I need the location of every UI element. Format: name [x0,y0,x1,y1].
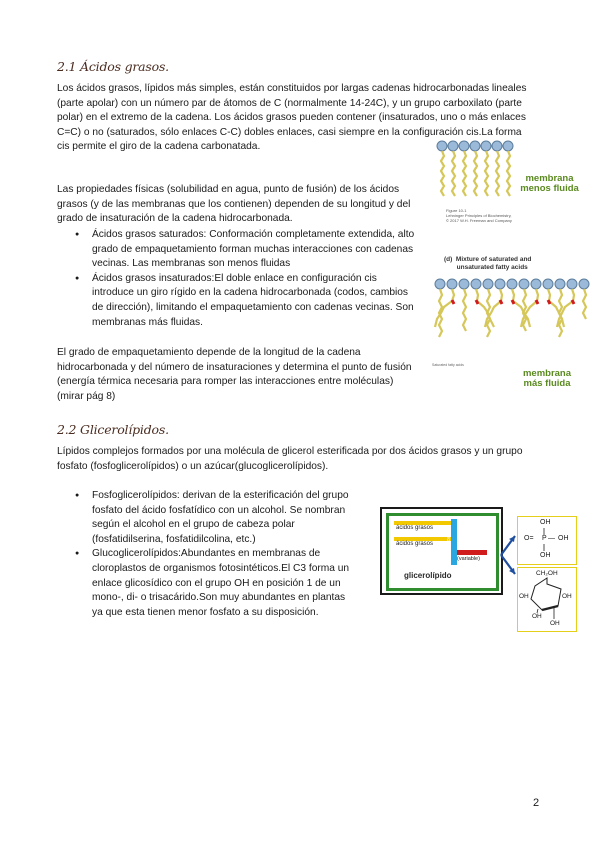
figure-source-caption: Figure 10-1 Lehninger Principles of Biochemistry, © 2017 W.H. Freeman and Company [446,208,512,223]
section-heading-acidos-grasos: 2.1 Ácidos grasos. [57,59,169,74]
membrane-fluidity-figure [432,138,594,396]
fatty-acid-types-list [75,228,420,330]
figure-subtitle-mixture: (d) Mixture of saturated and unsaturated fatty acids [444,256,532,271]
section-heading-glicerolipidos: 2.2 Glicerolípidos. [57,422,169,437]
sugar-group-box [517,567,577,632]
sugar-oh-right: OH [562,593,572,600]
sugar-oh-left: OH [519,593,529,600]
blue-arrows [499,530,519,580]
sugar-oh-bottom-left: OH [532,613,542,620]
sugar-oh-bottom: OH [550,620,560,627]
head-group-bar [457,550,487,555]
phosphate-group-box [517,516,577,565]
phosphate-oh-bottom: OH [540,552,551,559]
list-item-saturated: ● Ácidos grasos saturados: Conformación completamente extendida, alto grado de empaquetamiento forman muchas interacciones con cadenas vecinas. Las membranas son menos fluidas [75,228,420,272]
list-item-glucoglicerolipidos: ● Glucoglicerolípidos:Abundantes en membranas de cloroplastos de organismos fotosintéticos.El C3 forma un enlace glicosídico con el grupo OH en posición 1 de un mono-, di- o trisacárido.Son muy abundantes en plantas ya que esta tienen menor fosfato a su disposición. [75,547,350,620]
paragraph-packing: El grado de empaquetamiento depende de la longitud de la cadena hidrocarbonada y del número de insaturaciones y determina el punto de fusión (energía térmica necesaria para romper las interacciones entre moléculas)(mirar pág 8) [57,347,412,402]
label-acidos-grasos-2: ácidos grasos [396,541,434,547]
phosphate-dash-right: — [548,535,555,542]
list-item-unsaturated: ● Ácidos grasos insaturados:El doble enlace en configuración cis introduce un giro rígido en la cadena hidrocarbonada (codos, cambios de dirección), limitando el empaquetamiento con cadenas vecinas. Son membranas más fluidas. [75,272,420,330]
label-acidos-grasos-1: ácidos grasos [396,525,434,531]
list-item-fosfoglicerolipidos: ● Fosfoglicerolípidos: derivan de la esterificación del grupo fosfato del ácido fosfatídico con un alcohol. Se nombran según el alcohol en el grupo de cabeza polar (fosfatidilserina, fosfatidilcolina, etc.) [75,489,350,547]
sugar-ch2oh: CH₂OH [536,570,558,577]
intro-text: Los ácidos grasos, lípidos más simples, están constituidos por largas cadenas hidrocarbonadas lineales (parte apolar) con un número par de átomos de C (normalmente 14-24C), y un grupo carboxilato (parte polar) en el extremo de la cadena. Los ácidos grasos pueden contener (insaturados, uno o más enlaces C=C) o no (saturados, sólo enlaces C-C) dobles enlaces, casi siempre en la configuración cis.La forma cis permite el giro de la cadena carbonatada. [57,83,527,153]
label-variable: (variable) [457,556,480,562]
phosphate-o-left: O= [524,535,534,542]
paragraph-physical-properties: Las propiedades físicas (solubilidad en agua, punto de fusión) de los ácidos grasos (y de las membranas que los contienen) dependen de su longitud y del grado de insaturación de la cadena hidrocarbonada. [57,184,411,225]
phosphate-p: P [542,535,547,542]
phosphate-oh-right: OH [558,535,569,542]
label-glicerol: glicerol [446,529,452,547]
mixed-lipid-row [435,279,589,337]
page-number: 2 [533,797,540,809]
phosphate-oh-top: OH [540,519,551,526]
label-membrana-mas-fluida: membrana más fluida [522,368,572,389]
phosphate-bonds [518,517,576,564]
figure-tiny-note: Saturated fatty acids [432,363,464,367]
saturated-lipid-row [437,141,513,196]
glycerolipid-diagram-frame [380,507,503,595]
paragraph-glycerolipid-intro: Lípidos complejos formados por una molécula de glicerol esterificada por dos ácidos grasos y un grupo fosfato (fosfoglicerolípidos) o un azúcar(glucoglicerolípidos). [57,446,523,472]
label-glicerolipido: glicerolípido [404,571,452,580]
sugar-ring [518,568,576,631]
glycerolipid-types-list [75,489,350,620]
label-membrana-menos-fluida: membrana menos fluida [520,173,579,194]
